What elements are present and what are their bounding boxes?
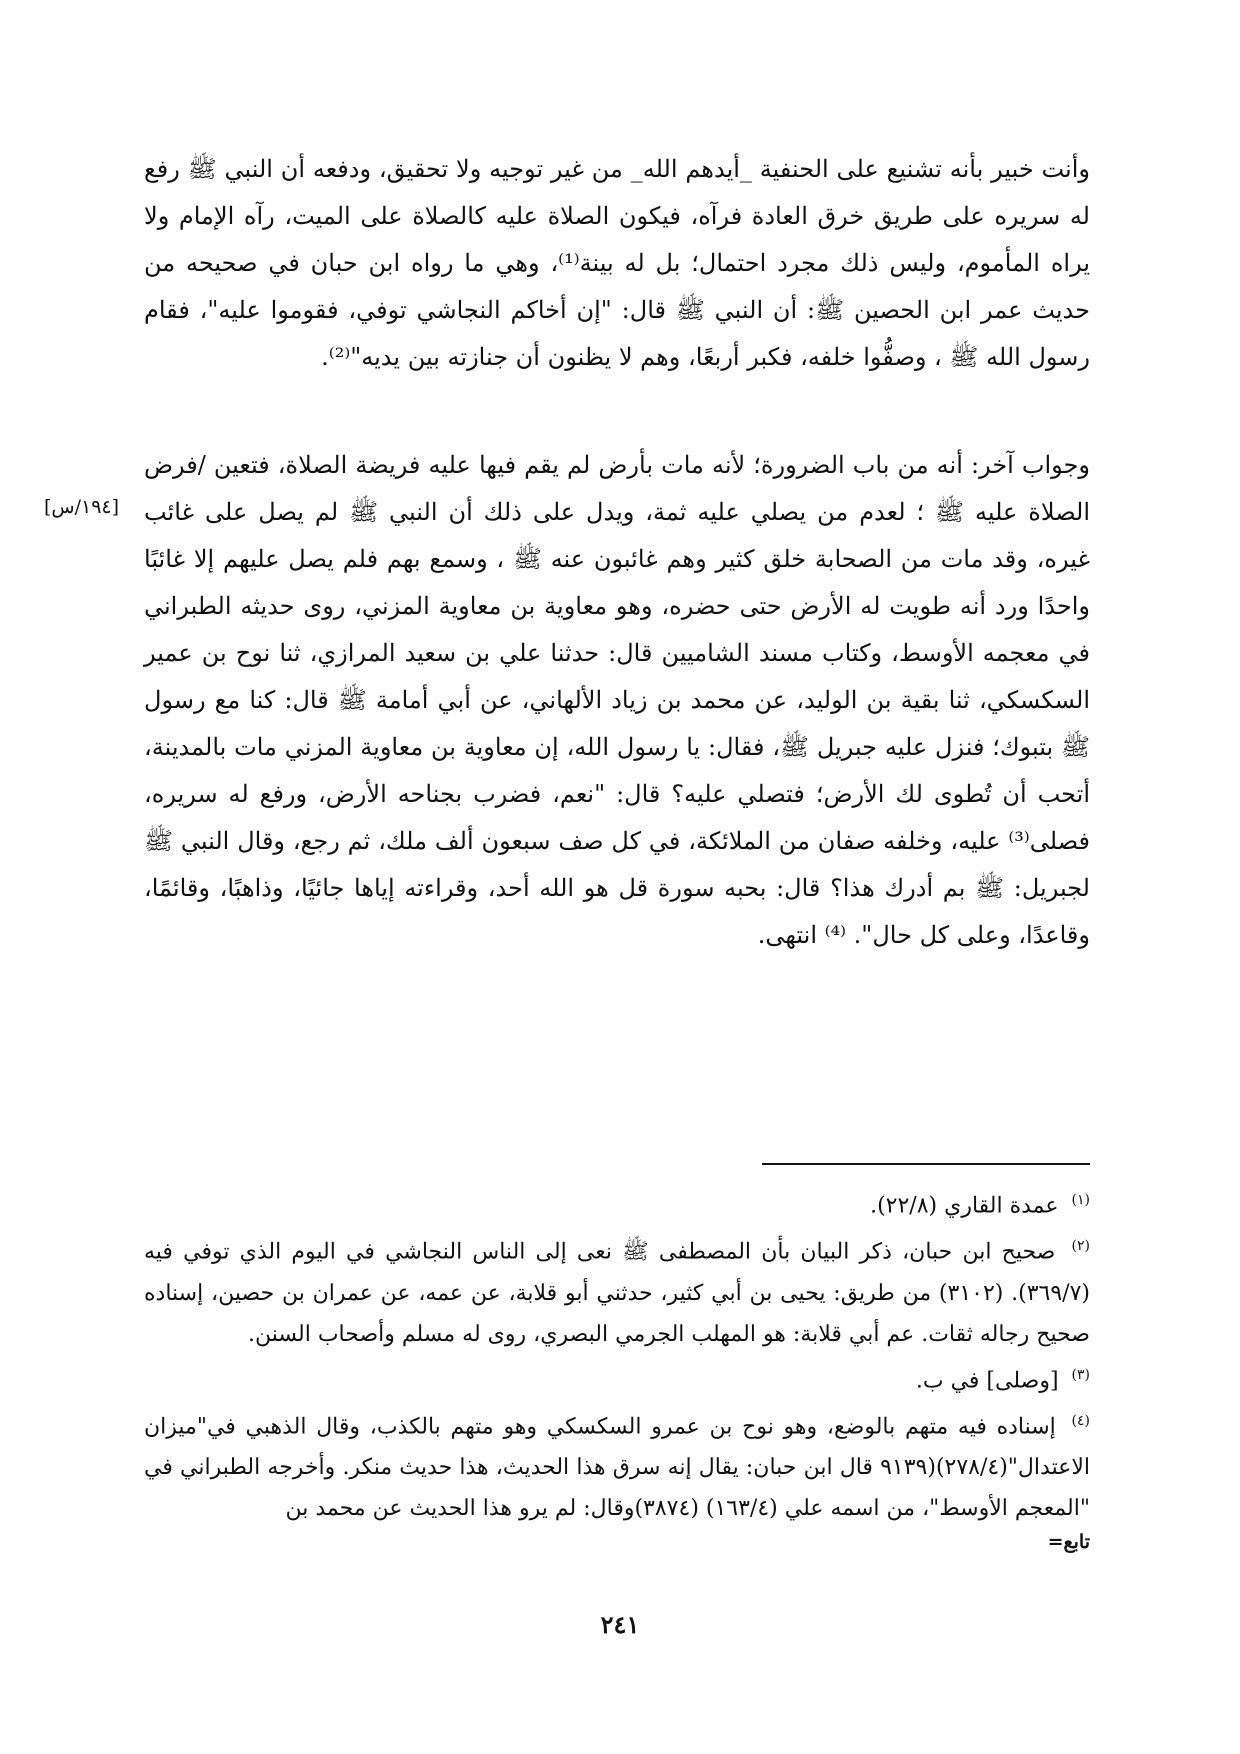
page-number: ٢٤١ <box>600 1610 640 1639</box>
footnote-text: صحيح ابن حبان، ذكر البيان بأن المصطفى ﷺ نعى إلى الناس النجاشي في اليوم الذي توفي فيه (٣٦٩/٧). (٣١٠٢) من طريق: يحيى بن أبي كثير، حدثني أبو قلابة، عن عمه، عن عمران بن حصين، إسناده صحيح رجاله ثقات. عم أبي قلابة: هو المهلب الجرمي البصري، روى له مسلم وأصحاب السنن. <box>144 1239 1091 1347</box>
continued-marker: تابع= <box>1047 1531 1090 1554</box>
footnote-3 <box>144 1355 1090 1401</box>
footnote-text: [وصلى] في ب. <box>915 1367 1059 1393</box>
footnote-4 <box>144 1401 1090 1529</box>
footnote-number: (١) <box>1071 1192 1090 1208</box>
footnote-text: عمدة القاري (٢٢/٨). <box>870 1193 1059 1219</box>
footnote-2 <box>144 1226 1090 1354</box>
manuscript-folio-marker: [١٩٤/س] <box>44 496 120 518</box>
footnotes <box>144 1180 1090 1555</box>
footnote-number: (٢) <box>1071 1238 1091 1255</box>
footnote-number: (٤) <box>1071 1412 1090 1429</box>
footnote-1 <box>144 1180 1090 1226</box>
body-paragraph-1: وأنت خبير بأنه تشنيع على الحنفية _أيدهم الله_ من غير توجيه ولا تحقيق، ودفعه أن النبي ﷺ رفع له سريره على طريق خرق العادة فرآه، فيكون الصلاة عليه كالصلاة على الميت، رآه الإمام ولا يراه المأموم، وليس ذلك مجرد احتمال؛ بل له بينة⁽¹⁾، وهي ما رواه ابن حبان في صحيحه من حديث عمر ابن الحصين ﷺ: أن النبي ﷺ قال: "إن أخاكم النجاشي توفي، فقوموا عليه"، فقام رسول الله ﷺ ، وصفُّوا خلفه، فكبر أربعًا، وهم لا يظنون أن جنازته بين يديه"⁽²⁾. <box>144 155 1090 371</box>
footnote-separator <box>762 1163 1090 1165</box>
footnote-number: (٣) <box>1071 1366 1090 1383</box>
footnote-text: إسناده فيه متهم بالوضع، وهو نوح بن عمرو السكسكي وهو متهم بالكذب، وقال الذهبي في"ميزان الاعتدال"(٢٧٨/٤)(٩١٣٩ قال ابن حبان: يقال إنه سرق هذا الحديث، هذا حديث منكر. وأخرجه الطبراني في "المعجم الأوسط"، من اسمه علي (١٦٣/٤) (٣٨٧٤)وقال: لم يرو هذا الحديث عن محمد بن <box>144 1414 1090 1522</box>
body-paragraph-2: وجواب آخر: أنه من باب الضرورة؛ لأنه مات بأرض لم يقم فيها عليه فريضة الصلاة، فتعين /فرض الصلاة عليه ﷺ ؛ لعدم من يصلي عليه ثمة، ويدل على ذلك أن النبي ﷺ لم يصل على غائب غيره، وقد مات من الصحابة خلق كثير وهم غائبون عنه ﷺ ، وسمع بهم فلم يصل عليهم إلا غائبًا واحدًا ورد أنه طويت له الأرض حتى حضره، وهو معاوية بن معاوية المزني، روى حديثه الطبراني في معجمه الأوسط، وكتاب مسند الشاميين قال: حدثنا علي بن سعيد المرازي، ثنا نوح بن عمير السكسكي، ثنا بقية بن الوليد، عن محمد بن زياد الألهاني، عن أبي أمامة ﷺ قال: كنا مع رسول ﷺ بتبوك؛ فنزل عليه جبريل ﷺ، فقال: يا رسول الله، إن معاوية بن معاوية المزني مات بالمدينة، أتحب أن تُطوى لك الأرض؛ فتصلي عليه؟ قال: "نعم، فضرب بجناحه الأرض، ورفع له سريره، فصلى⁽³⁾ عليه، وخلفه صفان من الملائكة، في كل صف سبعون ألف ملك، ثم رجع، وقال النبي ﷺ لجبريل: ﷺ بم أدرك هذا؟ قال: بحبه سورة قل هو الله أحد، وقراءته إياها جائيًا، وذاهبًا، وقائمًا، وقاعدًا، وعلى كل حال". ⁽⁴⁾ انتهى. <box>144 451 1090 949</box>
